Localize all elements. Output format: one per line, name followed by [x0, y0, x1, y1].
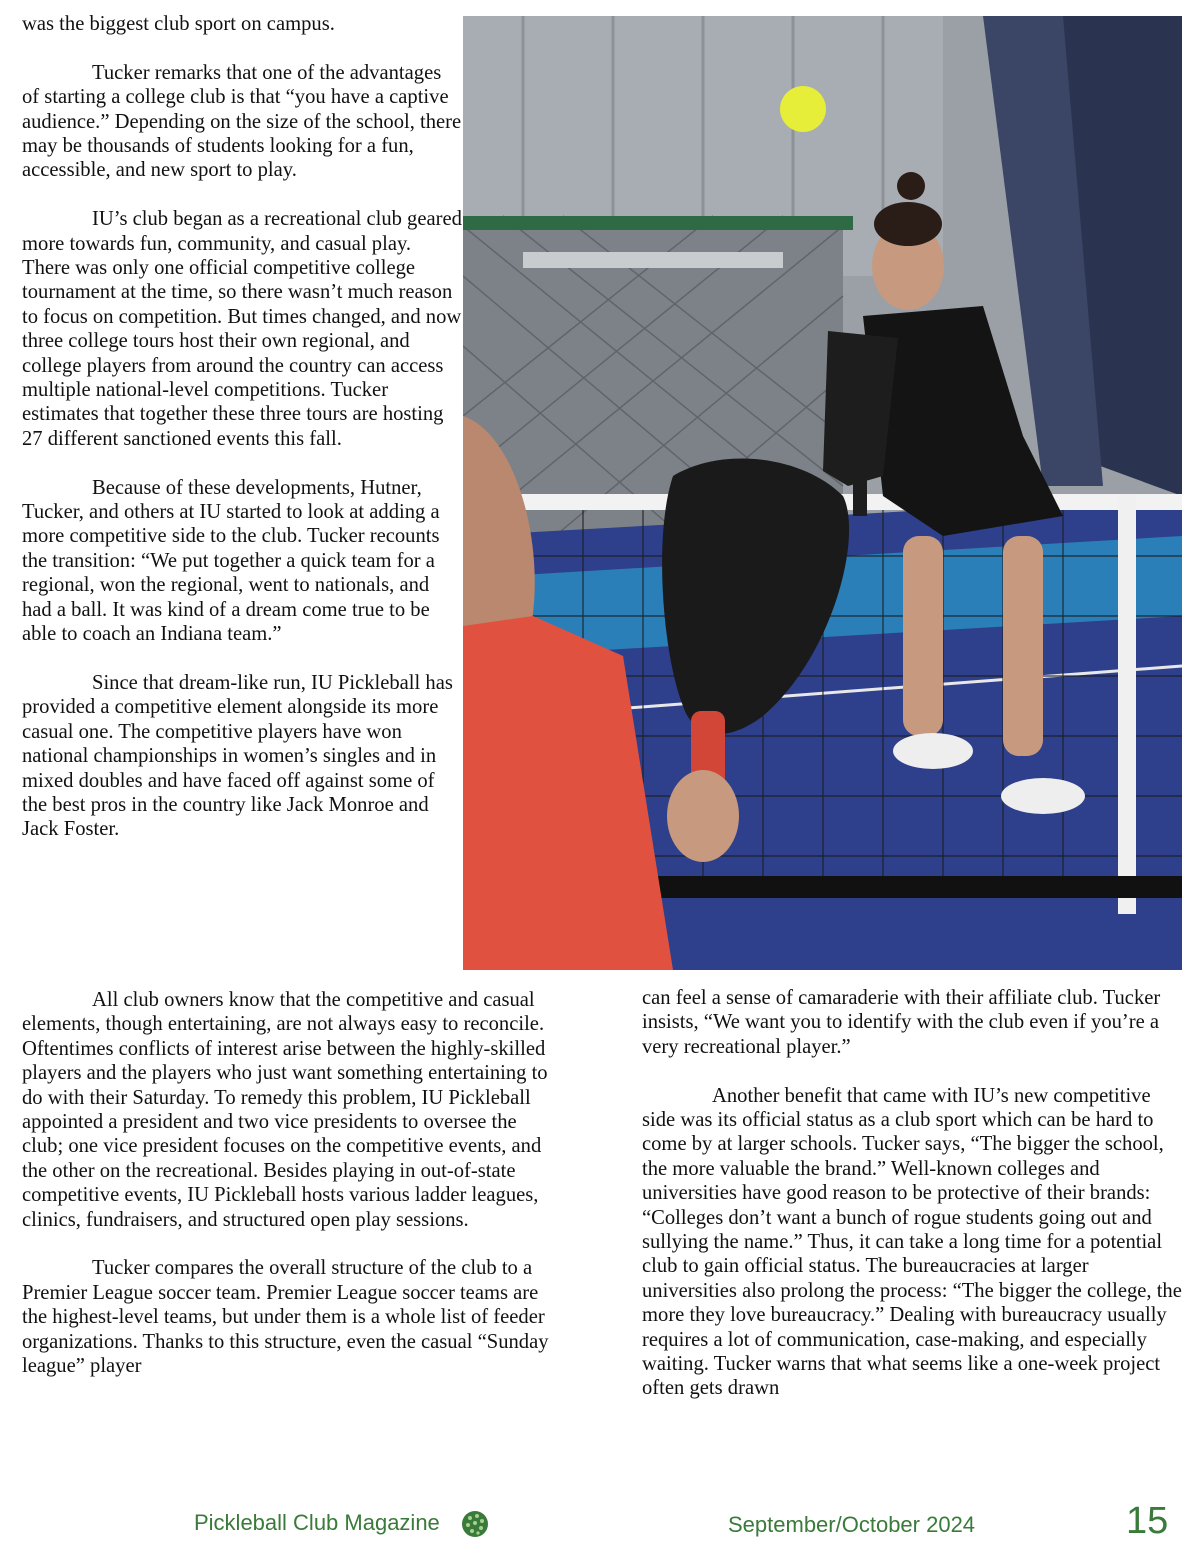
paragraph: was the biggest club sport on campus. [22, 13, 335, 35]
paragraph: All club owners know that the competitive and casual elements, though entertaining, are not always easy to reconcile. Oftentimes conflicts of interest arise between the highly-skilled players and the players who just want something entertaining to do with their Saturday. To remedy this problem, IU Pickleball appointed a president and two vice presidents to oversee the club; one vice president focuses on the competitive events, and the other on the recreational. Besides playing in out-of-state competitive events, IU Pickleball hosts various ladder leagues, clinics, fundraisers, and structured open play sessions. [22, 989, 548, 1231]
issue-date: September/October 2024 [728, 1512, 976, 1537]
article-column-top [22, 12, 462, 866]
paragraph: Since that dream-like run, IU Pickleball has provided a competitive element alongside its more casual one. The competitive players have won national championships in women’s singles and in mixed doubles and have faced off against some of the best pros in the country like Jack Monroe and Jack Foster. [22, 671, 453, 841]
paragraph: can feel a sense of camaraderie with their affiliate club. Tucker insists, “We want you to identify with the club even if you’re a very recreational player.” [642, 987, 1161, 1058]
article-column-bottom-right [642, 986, 1182, 1425]
paragraph: Tucker compares the overall structure of the club to a Premier League soccer team. Premier League soccer teams are the highest-level teams, but under them is a whole list of feeder organizations. Thanks to this structure, even the casual “Sunday league” player [22, 1257, 549, 1378]
magazine-name: Pickleball Club Magazine [194, 1510, 440, 1535]
pickleball-players-photo [463, 16, 1182, 970]
paragraph: Tucker remarks that one of the advantages of starting a college club is that “you have a captive audience.” Depending on the size of the school, there may be thousands of students looking for a fun, accessible, and new sport to play. [22, 61, 462, 182]
paragraph: Another benefit that came with IU’s new competitive side was its official status as a club sport which can be hard to come by at larger schools. Tucker says, “The bigger the school, the more valuable the brand.” Well-known colleges and universities have good reason to be protective of their brands: “Colleges don’t want a bunch of rogue students going out and sullying the name.” Thus, it can take a long time for a potential club to gain official status. The bureaucracies at larger universities also prolong the process: “The bigger the college, the more they love bureaucracy.” Dealing with bureaucracy usually requires a lot of communication, case-making, and especially waiting. Tucker warns that what seems like a one-week project often gets drawn [642, 1084, 1182, 1400]
article-column-bottom-left [22, 988, 552, 1403]
paragraph: Because of these developments, Hutner, Tucker, and others at IU started to look at adding a more competitive side to the club. Tucker recounts the transition: “We put together a quick team for a regional, won the regional, went to nationals, and had a ball. It was kind of a dream come true to be able to coach an Indiana team.” [22, 476, 440, 646]
pickleball-icon [461, 1510, 489, 1538]
paragraph: IU’s club began as a recreational club geared more towards fun, community, and casual play. There was only one official competitive college tournament at the time, so there wasn’t much reason to focus on competition. But times changed, and now three college tours host their own regional, and college players from around the country can access multiple national-level competitions. Tucker estimates that together these three tours are hosting 27 different sanctioned events this fall. [22, 208, 462, 450]
page-number: 15 [1126, 1500, 1169, 1542]
